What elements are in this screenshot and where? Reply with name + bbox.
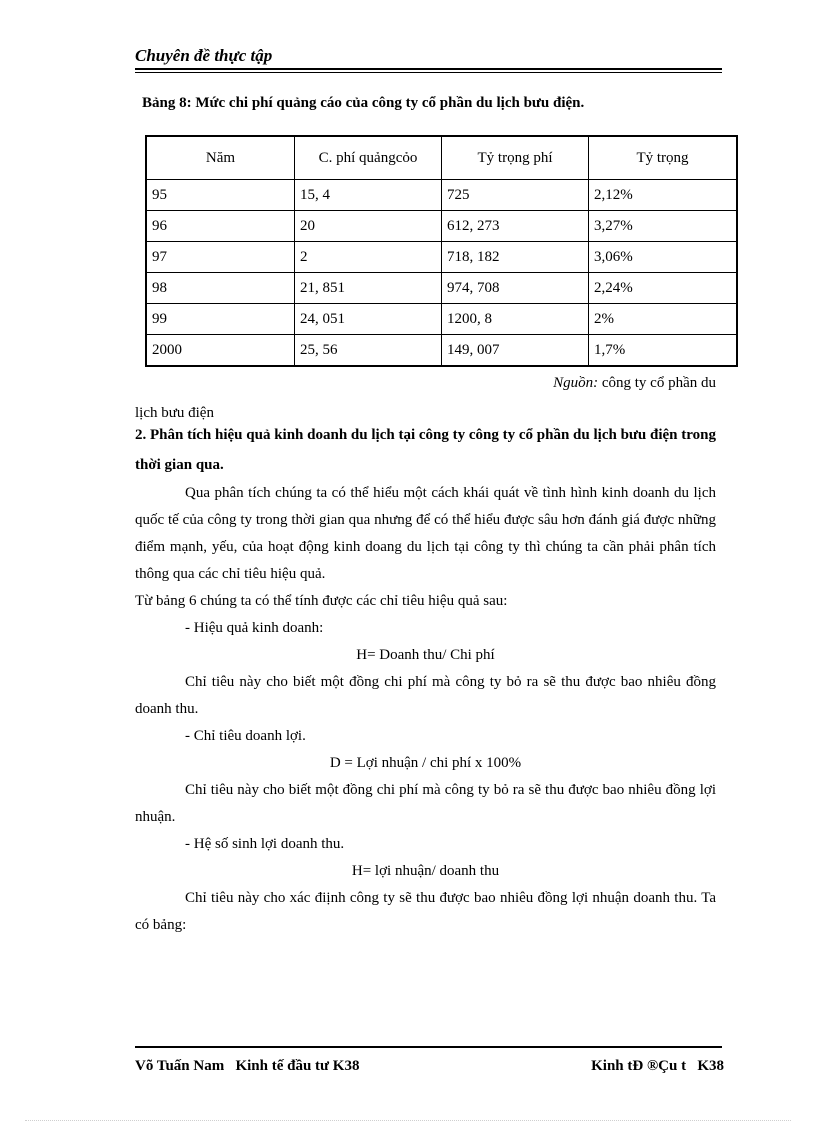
table-cell: 2 [295, 242, 442, 273]
column-header-share: Tỷ trọng [589, 136, 738, 180]
column-header-year: Năm [146, 136, 295, 180]
column-header-cost-share: Tỷ trọng phí [442, 136, 589, 180]
paragraph: Chỉ tiêu này cho xác điịnh công ty sẽ thu được bao nhiêu đồng lợi nhuận doanh thu. Ta có bảng: [135, 890, 716, 933]
section-heading: 2. Phân tích hiệu quả kinh doanh du lịch tại công ty công ty cổ phần du lịch bưu điện trong thời gian qua. [135, 427, 716, 473]
table-cell: 2,24% [589, 273, 738, 304]
table-cell: 3,27% [589, 211, 738, 242]
table-cell: 974, 708 [442, 273, 589, 304]
table-cell: 2,12% [589, 180, 738, 211]
table-cell: 725 [442, 180, 589, 211]
paragraph: Chỉ tiêu này cho biết một đồng chi phí mà công ty bỏ ra sẽ thu được bao nhiêu đồng lợi nhuận. [135, 782, 716, 825]
table-cell: 718, 182 [442, 242, 589, 273]
body-text [135, 480, 716, 939]
table-row [146, 273, 737, 304]
table-cell: 20 [295, 211, 442, 242]
footer-author: Võ Tuấn Nam Kinh tế đầu tư K38 [135, 1058, 360, 1074]
table-cell: 612, 273 [442, 211, 589, 242]
table-cell: 95 [146, 180, 295, 211]
table-cell: 97 [146, 242, 295, 273]
header-title: Chuyên đề thực tập [135, 46, 273, 65]
source-text: công ty cổ phần du [598, 375, 716, 391]
advertising-cost-table [145, 135, 738, 367]
table-cell: 1200, 8 [442, 304, 589, 335]
table-cell: 149, 007 [442, 335, 589, 367]
source-line [135, 368, 716, 398]
table-row [146, 242, 737, 273]
table-cell: 21, 851 [295, 273, 442, 304]
paragraph: Chỉ tiêu này cho biết một đồng chi phí mà công ty bỏ ra sẽ thu được bao nhiêu đồng doanh thu. [135, 674, 716, 717]
paragraph: Từ bảng 6 chúng ta có thể tính được các chỉ tiêu hiệu quả sau: [135, 593, 508, 609]
formula: H= Doanh thu/ Chi phí [356, 647, 495, 663]
table-cell: 99 [146, 304, 295, 335]
table-cell: 25, 56 [295, 335, 442, 367]
list-item: - Hiệu quả kinh doanh: [185, 620, 324, 636]
table-row [146, 211, 737, 242]
table-row [146, 335, 737, 367]
source-label: Nguồn: [553, 375, 599, 391]
table-cell: 3,06% [589, 242, 738, 273]
table-cell: 98 [146, 273, 295, 304]
table-cell: 96 [146, 211, 295, 242]
table-caption: Bảng 8: Mức chi phí quảng cáo của công ty cổ phần du lịch bưu điện. [142, 95, 585, 111]
table-row [146, 180, 737, 211]
source-text-continued: lịch bưu điện [135, 405, 214, 421]
table-source [135, 368, 716, 428]
table-cell: 1,7% [589, 335, 738, 367]
list-item: - Hệ số sinh lợi doanh thu. [185, 836, 345, 852]
table-header-row [146, 136, 737, 180]
footer-rule [135, 1046, 722, 1048]
table-cell: 2% [589, 304, 738, 335]
table-cell: 15, 4 [295, 180, 442, 211]
list-item: - Chỉ tiêu doanh lợi. [185, 728, 306, 744]
paragraph: Qua phân tích chúng ta có thể hiểu một cách khái quát về tình hình kinh doanh du lịch quốc tế của công ty trong thời gian qua nhưng để có thể hiểu được sâu hơn đánh giá được những điểm mạnh, yếu, của hoạt động kinh doang du lịch tại công ty thì chúng ta cần phải phân tích thông qua các chỉ tiêu hiệu quả. [135, 485, 716, 582]
formula: D = Lợi nhuận / chi phí x 100% [329, 755, 522, 771]
formula: H= lợi nhuận/ doanh thu [351, 863, 500, 879]
header-rule [135, 68, 722, 70]
table-cell: 2000 [146, 335, 295, 367]
column-header-ad-cost: C. phí quảngcỏo [295, 136, 442, 180]
table-cell: 24, 051 [295, 304, 442, 335]
table-row [146, 304, 737, 335]
header-rule-thin [135, 72, 722, 73]
page-edge-divider [25, 1120, 791, 1121]
footer-department: Kinh tĐ ®Çu t K38 [591, 1058, 724, 1074]
